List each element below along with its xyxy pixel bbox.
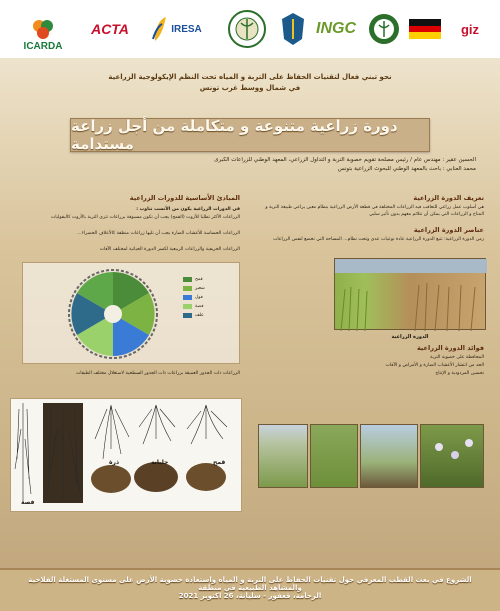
field-photo-caption: الدورة الزراعية bbox=[391, 334, 429, 340]
crop-photo-grain bbox=[360, 424, 418, 488]
fao-logo bbox=[365, 8, 403, 50]
principle-3: الزراعات الخريفية والزراعات الربيعية لكسر الدورة الحياتية لمختلف الآفات bbox=[99, 247, 240, 252]
iresa-label: IRESA bbox=[171, 23, 202, 35]
principles-heading: المبادئ الأساسية للدورات الزراعية bbox=[129, 194, 240, 202]
logo-strip bbox=[0, 0, 500, 58]
crop-photo-faba bbox=[420, 424, 484, 488]
rotation-diagram-box bbox=[22, 262, 240, 364]
legend-swatch bbox=[183, 313, 192, 318]
roots-panel bbox=[10, 398, 242, 512]
icarda-emblem-icon bbox=[30, 16, 56, 42]
footer-banner bbox=[0, 568, 500, 611]
definition-text: هي أسلوب عمل زراعي للتعاقب فيه الزراعات المختلفة في قطعة الأرض الزراعية بنظام معين يراعي طبيعة التربة و المناخ و الزراعات التي يمكن أن تتلائم معهم بدون تأثير سلبي bbox=[265, 205, 484, 218]
legend-swatch bbox=[183, 286, 192, 291]
inrat-logo bbox=[224, 8, 270, 50]
crop-photo-fodder bbox=[258, 424, 308, 488]
subtitle-line-1: نحو تبني فعال لتقنيات الحفاظ على التربة و المياه تحت النظم الإيكولوجية الزراعية bbox=[108, 73, 392, 81]
legend-item bbox=[183, 295, 235, 300]
author-1: الحسين عقير : مهندس عام / رئيس مصلحة تقويم خصوبة التربة و التداول الزراعي، المعهد الوطني للزراعات الكبرى bbox=[214, 157, 476, 163]
crop-rotation-wheel bbox=[53, 264, 173, 364]
legend-label: فول bbox=[195, 295, 203, 300]
field-texture bbox=[335, 259, 487, 331]
giz-logo bbox=[448, 8, 492, 50]
rotation-legend bbox=[183, 277, 235, 318]
root-label-maize: ذرة bbox=[109, 459, 120, 466]
iresa-leaf-icon bbox=[152, 15, 168, 43]
poster-title: دورة زراعية متنوعة و متكاملة من أجل زراعة مستدامة bbox=[71, 117, 398, 153]
principle-1: الزراعات الأكثر تطلبا للأزوت (القمح) يجب أن تكون مسبوقة بزراعات تثري التربة بالأزوت كالبقوليات bbox=[50, 215, 240, 220]
acta-label: ACTA bbox=[91, 21, 129, 37]
crop-photo-barley bbox=[310, 424, 358, 488]
definition-heading: تعريف الدورة الزراعية bbox=[413, 194, 484, 202]
ingc-label: INGC bbox=[316, 20, 356, 37]
ingc-logo bbox=[312, 8, 360, 50]
ministry-logo bbox=[278, 8, 308, 50]
benefit-1: المحافظة على خصوبة التربة bbox=[430, 355, 484, 360]
roots-text: الزراعات ذات الجذور العميقة بزراعات ذات الجذور السطحية لاستغلال مختلف الطبقات bbox=[75, 371, 240, 376]
legend-label: فصة bbox=[195, 304, 204, 309]
legend-swatch bbox=[183, 277, 192, 282]
inrat-seal-icon bbox=[227, 9, 267, 49]
round-emblem-icon bbox=[367, 12, 401, 46]
footer-line-2: الرحامة، قعفور - سليانة، 26 اكتوبر 2021 bbox=[178, 592, 322, 600]
faba-flowers bbox=[421, 425, 485, 489]
root-systems-illustration bbox=[11, 399, 241, 511]
principle-2: الزراعات الحساسة للأعشاب الضارة يجب أن تليها زراعات منظفة كالأعلاف الخضراء... bbox=[77, 231, 240, 236]
author-2: محمد العنابي : باحث بالمعهد الوطني للبحوث الزراعية بتونس bbox=[337, 166, 476, 172]
field-photo-rotation bbox=[334, 258, 486, 330]
benefits-heading: فوائد الدورة الزراعية bbox=[416, 344, 484, 352]
root-label-wheat: قمح bbox=[213, 459, 226, 466]
legend-item bbox=[183, 313, 235, 318]
legend-label: قمح bbox=[195, 277, 203, 282]
legend-label: شعير bbox=[195, 286, 205, 291]
root-label-alfalfa: فصة bbox=[21, 499, 35, 506]
principles-subheading: في الدورات الزراعية يكون من الأنسب تناوب : bbox=[136, 207, 240, 212]
elements-heading: عناصر الدورة الزراعية bbox=[413, 226, 484, 234]
legend-label: علف bbox=[195, 313, 204, 318]
giz-label: giz bbox=[460, 21, 480, 37]
icarda-logo bbox=[12, 8, 74, 50]
iresa-logo bbox=[146, 8, 208, 50]
acta-logo bbox=[82, 8, 138, 50]
benefit-3: تحسين المردودية و الإنتاج bbox=[435, 371, 484, 376]
root-label-pea: جلبانة bbox=[151, 459, 169, 466]
legend-item bbox=[183, 304, 235, 309]
benefit-2: الحد من انتشار الأعشاب الضارة و الأمراض و الآفات bbox=[385, 363, 484, 368]
icarda-label: ICARDA bbox=[23, 41, 63, 52]
authors bbox=[176, 156, 476, 174]
german-flag-icon bbox=[409, 19, 441, 39]
legend-item bbox=[183, 277, 235, 282]
legend-item bbox=[183, 286, 235, 291]
subtitle-line-2: في شمال ووسط غرب تونس bbox=[199, 84, 301, 92]
project-subtitle bbox=[90, 72, 410, 94]
elements-text: زمن الدورة الزراعية: تتبع الدورة الزراعية عادة نوعيات عدي وتحت نظام... المساحة التي تخضع لنفس الزراعات bbox=[273, 237, 484, 242]
germany-logo bbox=[406, 8, 444, 50]
title-banner bbox=[70, 118, 430, 152]
legend-swatch bbox=[183, 304, 192, 309]
ministry-emblem-icon bbox=[280, 11, 306, 47]
footer-line-1: الشروع في بعث القطب المعرفي حول تقنيات الحفاظ على التربة و المياه واستعادة خصوبة الأرض على مستوى المستغلة الفلاحية والمشاهد الطبيعية في منطقة bbox=[28, 576, 472, 592]
legend-swatch bbox=[183, 295, 192, 300]
